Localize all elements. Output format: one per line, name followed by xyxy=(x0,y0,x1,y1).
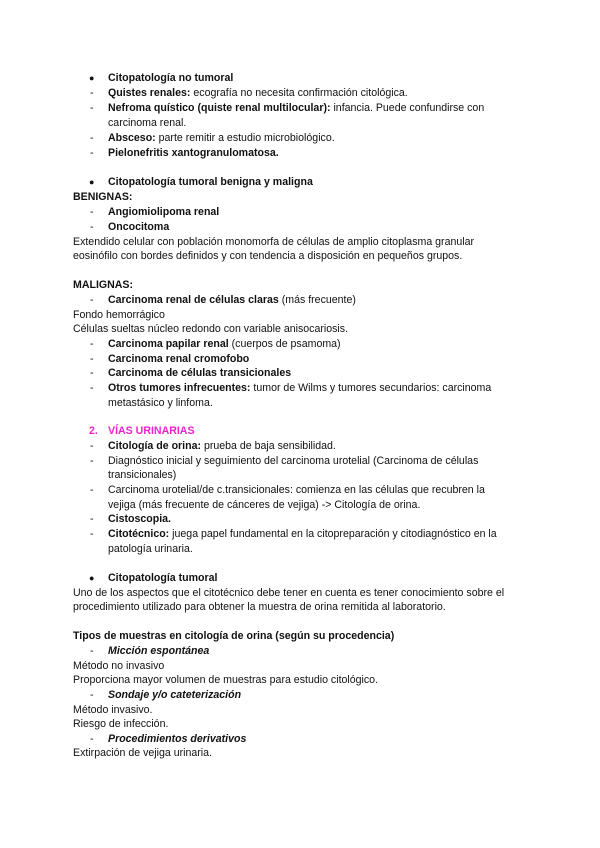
bullet-dot: ● xyxy=(89,73,95,83)
bullet-dash: - xyxy=(90,484,94,496)
list-item-continuation: transicionales) xyxy=(108,469,177,481)
list-item: Pielonefritis xantogranulomatosa. xyxy=(108,147,279,159)
list-item-continuation: metastásico y linfoma. xyxy=(108,397,213,409)
heading-tumoral-benigna-maligna: Citopatología tumoral benigna y maligna xyxy=(108,176,313,188)
paragraph-line: Extendido celular con población monomorfa de células de amplio citoplasma granular xyxy=(73,236,475,248)
paragraph-line: procedimiento utilizado para obtener la muestra de orina remitida al laboratorio. xyxy=(73,601,446,613)
paragraph-line: Uno de los aspectos que el citotécnico debe tener en cuenta es tener conocimiento sobre el xyxy=(73,587,505,599)
list-item-continuation: carcinoma renal. xyxy=(108,117,187,129)
bullet-dash: - xyxy=(90,440,94,452)
list-item: Sondaje y/o cateterización xyxy=(108,689,242,701)
bullet-dash: - xyxy=(90,294,94,306)
list-item: Cistoscopia. xyxy=(108,513,171,525)
bullet-dash: - xyxy=(90,132,94,144)
list-item: Angiomiolipoma renal xyxy=(108,206,220,218)
bullet-dash: - xyxy=(90,102,94,114)
bullet-dot: ● xyxy=(89,177,95,187)
paragraph-line: Fondo hemorrágico xyxy=(73,309,165,321)
list-item-continuation: patología urinaria. xyxy=(108,543,193,555)
heading-no-tumoral: Citopatología no tumoral xyxy=(108,72,234,84)
section-number: 2. xyxy=(89,425,98,437)
paragraph-line: Extirpación de vejiga urinaria. xyxy=(73,747,212,759)
bullet-dash: - xyxy=(90,382,94,394)
heading-citopatologia-tumoral: Citopatología tumoral xyxy=(108,572,218,584)
paragraph-line: eosinófilo con bordes definidos y con tendencia a disposición en pequeños grupos. xyxy=(73,250,463,262)
list-item: Absceso: parte remitir a estudio microbiológico. xyxy=(108,132,335,144)
list-item: Micción espontánea xyxy=(108,645,210,657)
list-item: Carcinoma papilar renal (cuerpos de psamoma) xyxy=(108,338,341,350)
bullet-dash: - xyxy=(90,338,94,350)
bullet-dash: - xyxy=(90,513,94,525)
paragraph-line: Método invasivo. xyxy=(73,704,153,716)
bullet-dash: - xyxy=(90,206,94,218)
bullet-dash: - xyxy=(90,645,94,657)
list-item-continuation: vejiga (más frecuente de cánceres de vejiga) -> Citología de orina. xyxy=(108,499,421,511)
paragraph-line: Proporciona mayor volumen de muestras para estudio citológico. xyxy=(73,674,379,686)
list-item: Carcinoma de células transicionales xyxy=(108,367,292,379)
list-item: Otros tumores infrecuentes: tumor de Wilms y tumores secundarios: carcinoma xyxy=(108,382,492,394)
bullet-dash: - xyxy=(90,221,94,233)
tipos-muestras-heading: Tipos de muestras en citología de orina (según su procedencia) xyxy=(73,630,395,642)
bullet-dash: - xyxy=(90,353,94,365)
bullet-dash: - xyxy=(90,455,94,467)
list-item: Citotécnico: juega papel fundamental en la citopreparación y citodiagnóstico en la xyxy=(108,528,497,540)
list-item: Nefroma quístico (quiste renal multilocular): infancia. Puede confundirse con xyxy=(108,102,485,114)
benignas-label: BENIGNAS: xyxy=(73,191,133,203)
section-title-vias-urinarias: VÍAS URINARIAS xyxy=(108,425,195,437)
list-item: Citología de orina: prueba de baja sensibilidad. xyxy=(108,440,336,452)
bullet-dash: - xyxy=(90,528,94,540)
list-item: Diagnóstico inicial y seguimiento del carcinoma urotelial (Carcinoma de células xyxy=(108,455,479,467)
malignas-label: MALIGNAS: xyxy=(73,279,134,291)
paragraph-line: Células sueltas núcleo redondo con variable anisocariosis. xyxy=(73,323,349,335)
list-item: Carcinoma urotelial/de c.transicionales: comienza en las células que recubren la xyxy=(108,484,485,496)
bullet-dash: - xyxy=(90,87,94,99)
bullet-dash: - xyxy=(90,733,94,745)
list-item: Oncocitoma xyxy=(108,221,170,233)
list-item: Carcinoma renal cromofobo xyxy=(108,353,250,365)
list-item: Procedimientos derivativos xyxy=(108,733,247,745)
bullet-dash: - xyxy=(90,147,94,159)
paragraph-line: Riesgo de infección. xyxy=(73,718,169,730)
list-item: Quistes renales: ecografía no necesita confirmación citológica. xyxy=(108,87,408,99)
list-item: Carcinoma renal de células claras (más frecuente) xyxy=(108,294,356,306)
bullet-dash: - xyxy=(90,367,94,379)
bullet-dot: ● xyxy=(89,573,95,583)
paragraph-line: Método no invasivo xyxy=(73,660,165,672)
bullet-dash: - xyxy=(90,689,94,701)
